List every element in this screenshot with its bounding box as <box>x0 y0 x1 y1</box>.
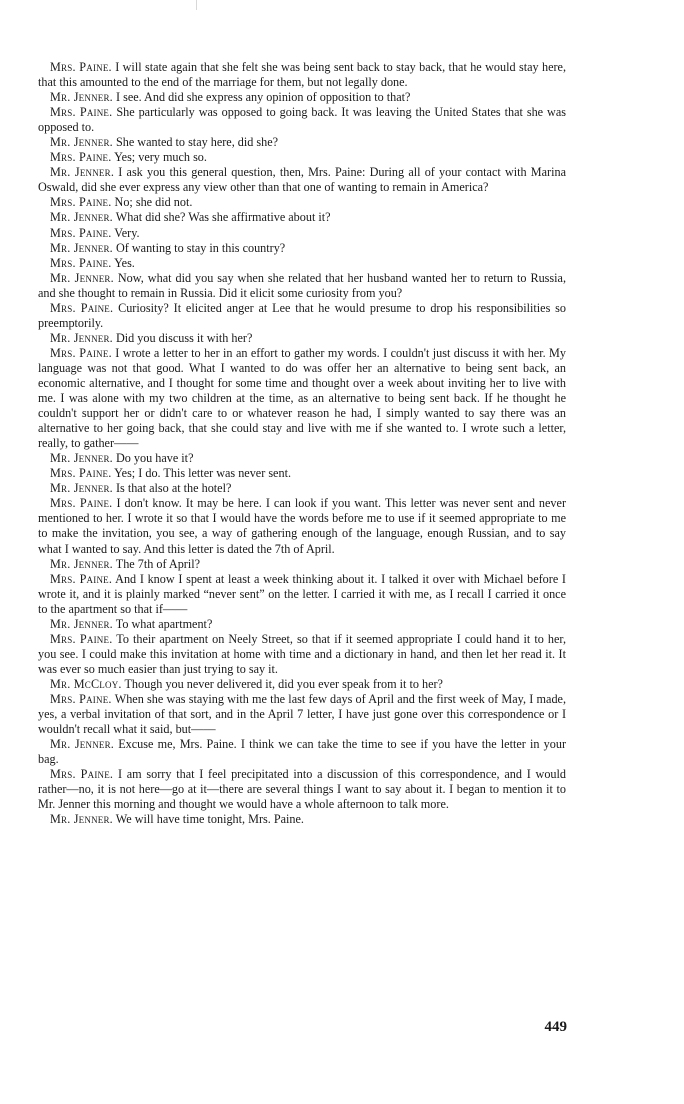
speaker-name: Mrs. Paine. <box>50 691 112 706</box>
transcript-paragraph <box>38 271 566 301</box>
speech-text: Curiosity? It elicited anger at Lee that he would presume to drop his responsibilities so preemptorily. <box>38 300 566 330</box>
transcript-paragraph <box>38 767 566 812</box>
speech-text: And I know I spent at least a week thinking about it. I talked it over with Michael before I wrote it, and it is plainly marked “never sent” on the letter. I carried it with me, as I recall I carried it once to the apartment so that if—— <box>38 571 566 616</box>
speech-text: The 7th of April? <box>115 556 201 571</box>
speech-text: No; she did not. <box>114 195 193 210</box>
transcript-paragraph <box>38 150 566 165</box>
transcript-paragraph <box>38 105 566 135</box>
speech-text: Yes; I do. This letter was never sent. <box>114 466 291 481</box>
speaker-name: Mr. Jenner. <box>50 451 113 466</box>
transcript-paragraph <box>38 256 566 271</box>
transcript-paragraph <box>38 557 566 572</box>
speech-text: We will have time tonight, Mrs. Paine. <box>115 812 304 827</box>
speaker-name: Mrs. Paine. <box>50 150 112 165</box>
speaker-name: Mr. Jenner. <box>50 737 115 752</box>
transcript-paragraph <box>38 496 566 556</box>
speaker-name: Mrs. Paine. <box>50 225 112 240</box>
speech-text: Did you discuss it with her? <box>115 330 253 345</box>
speaker-name: Mr. Jenner. <box>50 135 113 150</box>
speaker-name: Mr. Jenner. <box>50 616 113 631</box>
speaker-name: Mrs. Paine. <box>50 345 112 360</box>
speaker-name: Mr. McCloy. <box>50 676 122 691</box>
speaker-name: Mr. Jenner. <box>50 481 113 496</box>
transcript-paragraph <box>38 812 566 827</box>
speech-text: I ask you this general question, then, Mrs. Paine: During all of your contact with Marina Oswald, did she ever express any view other than that one of wanting to remain in America? <box>38 165 567 195</box>
transcript-paragraph <box>38 60 566 90</box>
transcript-paragraph <box>38 241 566 256</box>
speaker-name: Mrs. Paine. <box>50 300 114 315</box>
speaker-name: Mr. Jenner. <box>50 812 113 827</box>
speech-text: I will state again that she felt she was being sent back to stay back, that he would stay here, that this amounted to the end of the marriage for them, but not legally done. <box>38 60 566 90</box>
transcript-paragraph <box>38 135 566 150</box>
speaker-name: Mrs. Paine. <box>50 60 112 74</box>
speaker-name: Mr. Jenner. <box>50 556 113 571</box>
speech-text: What did she? Was she affirmative about it? <box>115 210 331 225</box>
speech-text: Excuse me, Mrs. Paine. I think we can take the time to see if you have the letter in your bag. <box>38 737 566 767</box>
speech-text: She particularly was opposed to going back. It was leaving the United States that she was opposed to. <box>38 105 566 135</box>
speaker-name: Mrs. Paine. <box>50 571 113 586</box>
speech-text: Though you never delivered it, did you ever speak from it to her? <box>124 676 443 691</box>
speech-text: To what apartment? <box>115 616 213 631</box>
speech-text: I don't know. It may be here. I can look if you want. This letter was never sent and never mentioned to her. I wrote it so that I would have the words before me to use if it seemed appropriate to me to make the invitation, you see, a way of gathering enough of the language, enough Russian, and to say what I wanted to say. And this letter is dated the 7th of April. <box>38 496 566 556</box>
transcript-paragraph <box>38 195 566 210</box>
transcript-paragraph <box>38 165 566 195</box>
speech-text: I am sorry that I feel precipitated into a discussion of this correspondence, and I would rather—no, it is not here—go at it—there are several things I want to say about it. I began to mention it to Mr. Jenner this morning and thought we would have a whole afternoon to talk more. <box>38 767 566 812</box>
speaker-name: Mr. Jenner. <box>50 330 113 345</box>
speech-text: To their apartment on Neely Street, so that if it seemed appropriate I could hand it to her, you see. I could make this invitation at home with time and a dictionary in hand, and then let her read it. It was ever so much easier than just trying to say it. <box>38 631 566 676</box>
transcript-paragraph <box>38 346 566 451</box>
speaker-name: Mr. Jenner. <box>50 165 115 180</box>
speech-text: Very. <box>114 225 140 240</box>
transcript-paragraph <box>38 90 566 105</box>
transcript-paragraph <box>38 632 566 677</box>
transcript-paragraph <box>38 331 566 346</box>
page-number: 449 <box>544 1019 567 1035</box>
speaker-name: Mr. Jenner. <box>50 270 114 285</box>
speaker-name: Mr. Jenner. <box>50 240 113 255</box>
speaker-name: Mrs. Paine. <box>50 496 113 511</box>
speech-text: I see. And did she express any opinion of opposition to that? <box>115 90 411 105</box>
transcript-paragraph <box>38 466 566 481</box>
transcript-paragraph <box>38 677 566 692</box>
transcript-paragraph <box>38 617 566 632</box>
transcript-paragraph <box>38 737 566 767</box>
transcript-paragraph <box>38 692 566 737</box>
speaker-name: Mrs. Paine. <box>50 631 113 646</box>
speech-text: Yes; very much so. <box>114 150 207 165</box>
speaker-name: Mrs. Paine. <box>50 105 113 120</box>
speaker-name: Mr. Jenner. <box>50 210 113 225</box>
transcript-paragraph <box>38 301 566 331</box>
speaker-name: Mrs. Paine. <box>50 195 112 210</box>
transcript-paragraph <box>38 572 566 617</box>
speech-text: Is that also at the hotel? <box>115 481 232 496</box>
speaker-name: Mrs. Paine. <box>50 466 112 481</box>
speech-text: She wanted to stay here, did she? <box>115 135 279 150</box>
speech-text: I wrote a letter to her in an effort to gather my words. I couldn't just discuss it with her. My language was not that good. What I wanted to do was offer her an alternative to being sent back, an economic alternative, and I thought for some time and thought over a week about inviting her to live with me. I was alone with my two children at the time, as an alternative to being sent back. If he thought he couldn't support her or didn't care to or whatever reason he had, I simply wanted to say there was an alternative to her going back, that she could stay and live with me if she wanted to. I wrote such a letter, really, to gather—— <box>38 345 566 451</box>
speaker-name: Mrs. Paine. <box>50 255 112 270</box>
speech-text: Do you have it? <box>115 451 194 466</box>
transcript-paragraph <box>38 481 566 496</box>
speech-text: Now, what did you say when she related that her husband wanted her to return to Russia, and she thought to remain in Russia. Did it elicit some curiosity from you? <box>38 270 567 300</box>
transcript-paragraph <box>38 210 566 225</box>
scan-edge-mark <box>196 0 197 10</box>
speech-text: When she was staying with me the last few days of April and the first week of May, I made, yes, a verbal invitation of that sort, and in the April 7 letter, I have just gone over this correspondence or I wouldn't recall what it said, but—— <box>38 691 566 737</box>
speech-text: Yes. <box>114 255 135 270</box>
speaker-name: Mrs. Paine. <box>50 767 114 782</box>
transcript-page <box>38 60 566 827</box>
speaker-name: Mr. Jenner. <box>50 90 113 105</box>
speech-text: Of wanting to stay in this country? <box>115 240 286 255</box>
transcript-paragraph <box>38 451 566 466</box>
transcript-paragraph <box>38 226 566 241</box>
